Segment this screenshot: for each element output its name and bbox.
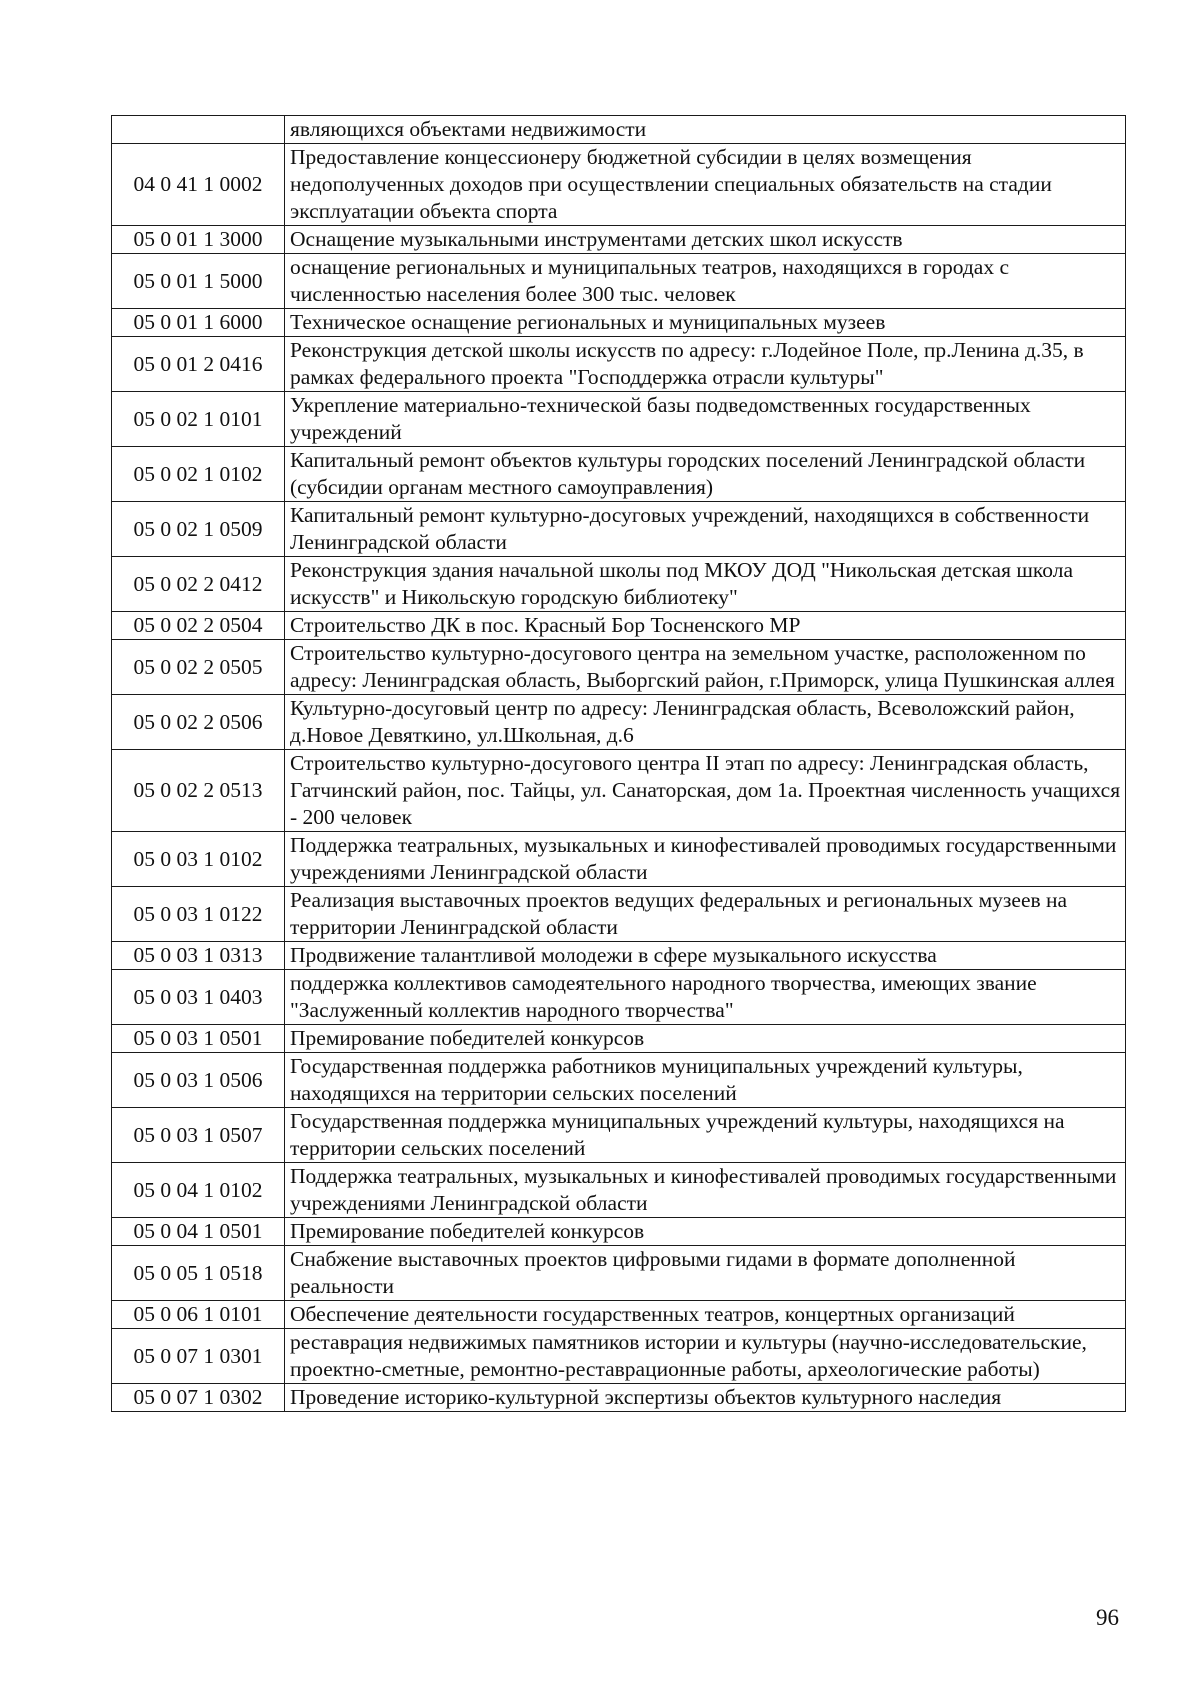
table-row: [112, 887, 1126, 942]
table-row: [112, 392, 1126, 447]
page-number: 96: [1096, 1605, 1119, 1630]
table-row: [112, 832, 1126, 887]
description-cell: Укрепление материально-технической базы подведомственных государственных учреждений: [285, 392, 1126, 447]
description-cell: Поддержка театральных, музыкальных и кинофестивалей проводимых государственными учреждениями Ленинградской области: [285, 1163, 1126, 1218]
description-cell: Строительство культурно-досугового центра на земельном участке, расположенном по адресу: Ленинградская область, Выборгский район, г.Приморск, улица Пушкинская аллея: [285, 640, 1126, 695]
description-cell: поддержка коллективов самодеятельного народного творчества, имеющих звание "Заслуженный коллектив народного творчества": [285, 970, 1126, 1025]
code-cell: 05 0 02 2 0412: [112, 557, 285, 612]
table-row: [112, 1301, 1126, 1329]
description-cell: Реализация выставочных проектов ведущих федеральных и региональных музеев на территории Ленинградской области: [285, 887, 1126, 942]
description-cell: Капитальный ремонт объектов культуры городских поселений Ленинградской области (субсидии органам местного самоуправления): [285, 447, 1126, 502]
code-cell: 05 0 02 2 0513: [112, 750, 285, 832]
table-row: [112, 447, 1126, 502]
code-cell: 05 0 06 1 0101: [112, 1301, 285, 1329]
table-row: [112, 1163, 1126, 1218]
code-cell: 05 0 02 1 0101: [112, 392, 285, 447]
code-cell: 05 0 04 1 0102: [112, 1163, 285, 1218]
code-cell: 05 0 03 1 0506: [112, 1053, 285, 1108]
table-row: [112, 144, 1126, 226]
description-cell: Государственная поддержка муниципальных учреждений культуры, находящихся на территории сельских поселений: [285, 1108, 1126, 1163]
description-cell: Предоставление концессионеру бюджетной субсидии в целях возмещения недополученных доходов при осуществлении специальных обязательств на стадии эксплуатации объекта спорта: [285, 144, 1126, 226]
description-cell: Культурно-досуговый центр по адресу: Ленинградская область, Всеволожский район, д.Новое Девяткино, ул.Школьная, д.6: [285, 695, 1126, 750]
description-cell: являющихся объектами недвижимости: [285, 116, 1126, 144]
description-cell: оснащение региональных и муниципальных театров, находящихся в городах с численностью населения более 300 тыс. человек: [285, 254, 1126, 309]
description-cell: Строительство ДК в пос. Красный Бор Тосненского МР: [285, 612, 1126, 640]
table-row: [112, 612, 1126, 640]
table-row: [112, 1108, 1126, 1163]
code-cell: 05 0 04 1 0501: [112, 1218, 285, 1246]
code-cell: 05 0 02 1 0102: [112, 447, 285, 502]
description-cell: реставрация недвижимых памятников истории и культуры (научно-исследовательские, проектно-сметные, ремонтно-реставрационные работы, археологические работы): [285, 1329, 1126, 1384]
description-cell: Государственная поддержка работников муниципальных учреждений культуры, находящихся на территории сельских поселений: [285, 1053, 1126, 1108]
budget-code-table: [111, 115, 1126, 1412]
table-row: [112, 640, 1126, 695]
description-cell: Техническое оснащение региональных и муниципальных музеев: [285, 309, 1126, 337]
table-row: [112, 116, 1126, 144]
code-cell: 05 0 03 1 0313: [112, 942, 285, 970]
description-cell: Продвижение талантливой молодежи в сфере музыкального искусства: [285, 942, 1126, 970]
code-cell: 05 0 03 1 0122: [112, 887, 285, 942]
table-row: [112, 695, 1126, 750]
table-row: [112, 309, 1126, 337]
table-row: [112, 1329, 1126, 1384]
table-row: [112, 942, 1126, 970]
table-row: [112, 254, 1126, 309]
code-cell: 05 0 07 1 0301: [112, 1329, 285, 1384]
code-cell: 05 0 02 2 0504: [112, 612, 285, 640]
code-cell: 05 0 01 1 3000: [112, 226, 285, 254]
code-cell: 05 0 01 2 0416: [112, 337, 285, 392]
code-cell: 05 0 03 1 0102: [112, 832, 285, 887]
description-cell: Оснащение музыкальными инструментами детских школ искусств: [285, 226, 1126, 254]
table-row: [112, 1246, 1126, 1301]
code-cell: 04 0 41 1 0002: [112, 144, 285, 226]
table-row: [112, 502, 1126, 557]
description-cell: Премирование победителей конкурсов: [285, 1025, 1126, 1053]
code-cell: 05 0 07 1 0302: [112, 1384, 285, 1412]
description-cell: Снабжение выставочных проектов цифровыми гидами в формате дополненной реальности: [285, 1246, 1126, 1301]
code-cell: 05 0 02 2 0506: [112, 695, 285, 750]
table-row: [112, 970, 1126, 1025]
description-cell: Проведение историко-культурной экспертизы объектов культурного наследия: [285, 1384, 1126, 1412]
table-row: [112, 557, 1126, 612]
code-cell: 05 0 01 1 6000: [112, 309, 285, 337]
description-cell: Реконструкция детской школы искусств по адресу: г.Лодейное Поле, пр.Ленина д.35, в рамках федерального проекта "Господдержка отрасли культуры": [285, 337, 1126, 392]
description-cell: Реконструкция здания начальной школы под МКОУ ДОД "Никольская детская школа искусств" и Никольскую городскую библиотеку": [285, 557, 1126, 612]
description-cell: Строительство культурно-досугового центра II этап по адресу: Ленинградская область, Гатчинский район, пос. Тайцы, ул. Санаторская, дом 1а. Проектная численность учащихся - 200 человек: [285, 750, 1126, 832]
code-cell: 05 0 03 1 0403: [112, 970, 285, 1025]
code-cell: 05 0 02 1 0509: [112, 502, 285, 557]
code-cell: 05 0 03 1 0501: [112, 1025, 285, 1053]
code-cell: [112, 116, 285, 144]
table-row: [112, 1025, 1126, 1053]
description-cell: Обеспечение деятельности государственных театров, концертных организаций: [285, 1301, 1126, 1329]
code-cell: 05 0 02 2 0505: [112, 640, 285, 695]
table-row: [112, 750, 1126, 832]
table-row: [112, 226, 1126, 254]
table-row: [112, 1384, 1126, 1412]
description-cell: Премирование победителей конкурсов: [285, 1218, 1126, 1246]
code-cell: 05 0 05 1 0518: [112, 1246, 285, 1301]
table-row: [112, 337, 1126, 392]
description-cell: Поддержка театральных, музыкальных и кинофестивалей проводимых государственными учреждениями Ленинградской области: [285, 832, 1126, 887]
description-cell: Капитальный ремонт культурно-досуговых учреждений, находящихся в собственности Ленинградской области: [285, 502, 1126, 557]
code-cell: 05 0 03 1 0507: [112, 1108, 285, 1163]
table-row: [112, 1053, 1126, 1108]
table-row: [112, 1218, 1126, 1246]
code-cell: 05 0 01 1 5000: [112, 254, 285, 309]
